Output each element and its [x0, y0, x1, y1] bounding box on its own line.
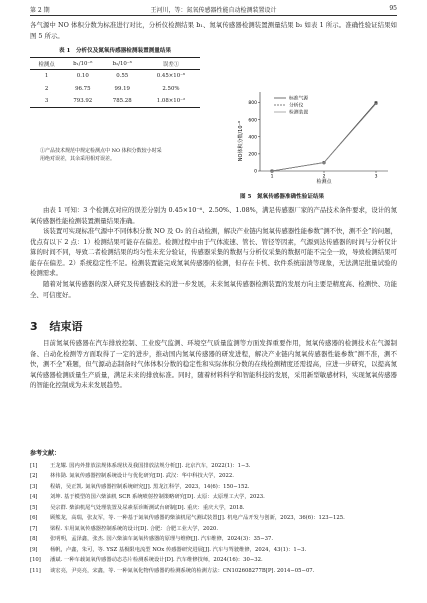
section-title: 结束语	[49, 320, 83, 333]
running-title: 王河川，等：氮氧传感器性能自动检测装置设计	[150, 7, 277, 14]
header-rule	[30, 15, 397, 16]
table1-note	[40, 148, 200, 163]
reference-number: [2]	[30, 473, 38, 479]
table1-header-cell: b₁/10⁻⁶	[63, 58, 102, 70]
table1-note-line: ①产品技术规范中规定检测点中 NO 体积分数较小时采	[40, 148, 162, 154]
list-item	[30, 471, 397, 482]
y-tick-label: 400	[248, 135, 257, 141]
table1-header-cell: b₂/10⁻⁶	[103, 58, 142, 70]
body-paragraph-1: 由表 1 可知：3 个检测点对应的误差分别为 0.45×10⁻⁶、2.50%、1.08%，满足传感器厂家的产品技术条件要求，设计的氮氧传感器性能检测装置测量结果准确。	[30, 206, 397, 225]
table1-cell: 0.10	[76, 73, 89, 80]
reference-number: [3]	[30, 483, 38, 490]
table1-cell: 1.08×10⁻²	[142, 95, 200, 108]
table1-cell: 96.75	[75, 85, 91, 92]
figure5-xlabel: 检测点	[316, 179, 332, 185]
list-item	[30, 503, 397, 514]
section-heading	[30, 318, 83, 334]
list-item	[30, 513, 397, 524]
table-row	[30, 70, 200, 83]
series-line	[272, 104, 376, 171]
reference-text: 杨帆，卢鑫，朱可，等. YSZ 基极限电流型 NOx 传感器研究进展[J]. 汽车与驾驶维修，2024，43(1)：1−3.	[50, 546, 307, 553]
references	[30, 449, 397, 576]
reference-text: 吴宗群. 柴油机尾气处理装置及尿素泵诊断测试台研制[D]. 重庆：重庆大学，2018.	[50, 504, 245, 511]
table1-note-line: 用绝对误差，其余采用相对误差。	[40, 155, 116, 162]
table1-cell: 99.19	[114, 85, 130, 92]
reference-text: 谈宏亮，尹亮亮，宋鑫，等. 一种氮氧化物传感器的检测系统的检测方法：CN102608277B[P]. 2014−05−07.	[50, 567, 315, 574]
legend-label: 分析仪	[289, 103, 304, 109]
x-tick-label: 3	[374, 174, 378, 180]
reference-number: [6]	[30, 515, 38, 521]
section-number: 3	[30, 320, 38, 333]
reference-number: [4]	[30, 494, 38, 500]
x-tick-label: 2	[322, 174, 326, 180]
body-paragraph-3: 随着对氮氧传感器的深入研究及传感器技术的进一步发展，未来氮氧传感器检测装置的发展方向主要是精度高、检测快、功能全、可信度好。	[30, 280, 397, 299]
intro-paragraph: 各气源中 NO 体积分数为标准进行对比，分析仪检测结果 b₁、氮氧传感器检测装置测量结果 b₂ 如表 1 所示。准确性验证结果如图 5 所示。	[30, 21, 397, 40]
table1-header-cell: 检测点	[30, 58, 63, 70]
section3-paragraph: 目前氮氧传感器在汽车排放控制、工业废气监测、环境空气质量监测等方面发挥重要作用，氮氧传感器的检测技术在气源制备、自动化检测等方面取得了一定的进步，推动国内氮氧传感器的研发进程，解决产业链内氮氧传感器性能参数“测不准，测不快，测不全”难题，但气源动态制备时气体体积分数的稳定性和实际体积分数的在线检测精度还需提高，应进一步研究，以提高氮氧传感器检测质量生产质量，满足未来的排放标准。同时，随着材料科学和智能科技的发展，采用新型敏感材料，实现氮氧传感器的智能化控制成为未来发展趋势。	[30, 339, 397, 389]
table1-cell: 0.45×10⁻⁶	[156, 73, 186, 80]
table1-caption: 表 1 分析仪及氮氧传感器检测装置测量结果	[58, 48, 172, 54]
table1-cell: 785.28	[103, 95, 142, 108]
reference-text: 张明明，孟泽鑫，张杰. 国六柴油车氮氧传感器的原理与维修[J]. 汽车维修，2024(3)：35−37.	[50, 536, 274, 542]
figure5-chart	[230, 86, 400, 186]
reference-text: 林伟勋. 氮氧传感器控制系统设计与优化研究[D]. 武汉：华中科技大学，2022.	[50, 473, 234, 479]
table1-header-cell: 误差①	[142, 58, 200, 70]
legend-label: 检测装置	[289, 110, 309, 116]
reference-text: 潘斌. 一种车载氮氧传感器动态芯片检测系统设计[D]. 汽车维修技师，2024(16)：30−32.	[50, 557, 263, 563]
references-title: 参考文献：	[30, 450, 61, 457]
reference-text: 刘坤. 基于模型的国六柴油机 SCR 系统喷射控制策略研究[D]. 太原：太原理工大学，2023.	[50, 494, 265, 500]
issue-label: 第 2 期	[30, 7, 50, 14]
page-number: 95	[389, 5, 397, 12]
reference-number: [1]	[30, 462, 38, 469]
reference-number: [8]	[30, 536, 38, 542]
reference-text: 梁程. 车用氮氧传感器控制系统的设计[D]. 合肥：合肥工业大学，2020.	[50, 525, 218, 532]
y-tick-label: 200	[248, 152, 257, 158]
list-item	[30, 482, 397, 493]
list-item	[30, 461, 397, 472]
figure5-caption: 图 5 氮氧传感器准确性验证结果	[240, 194, 325, 200]
reference-text: 顾熊龙，高瑞，张友军，等. 一种基于氮氧传感器的柴油机尾气测试装置[J]. 机电产品开发与创新，2023，36(6)：123−125.	[50, 515, 345, 521]
list-item	[30, 545, 397, 556]
table1-cell: 2	[44, 85, 49, 92]
table1-cell: 1	[44, 73, 49, 80]
reference-number: [5]	[30, 504, 38, 511]
reference-text: 程婧，吴正凯. 氮氧传感器控制系统研究[J]. 黑龙江科学，2023，14(6)：150−152.	[50, 483, 250, 490]
table1	[30, 57, 200, 108]
table1-cell: 2.50%	[162, 85, 180, 92]
reference-number: [9]	[30, 546, 38, 553]
list-item	[30, 555, 397, 566]
reference-number: [11]	[30, 567, 41, 574]
list-item	[30, 524, 397, 535]
list-item	[30, 534, 397, 545]
body-paragraph-2: 该装置可实现标准气源中不同体积分数 NO 及 O₂ 的自动检测，解决产业链内氮氧传感器性能参数“测不快，测不全”的问题，优点有以下 2 点：1）检测结果可能存在偏差。检测过程中由于气体流速、管长、管径等因素，气源到达传感器的时间与分析仪计算的时间不同，导致二者检测结果的均匀性未充分验证，传感器采集的数据与分析仪采集的数据可能不完全一致，导致检测结果可能存在偏差。2）系统稳定性不足。检测装置能完成氮氧传感器的检测，但存在卡机、软件系统崩溃等现象，无法满足批量试验的检测需求。	[30, 227, 397, 277]
figure5-ylabel: NO体积分数/10⁻⁶	[238, 120, 244, 162]
list-item	[30, 492, 397, 503]
list-item	[30, 566, 397, 577]
series-line	[272, 103, 376, 171]
y-tick-label: 800	[248, 101, 257, 107]
y-tick-label: 600	[248, 118, 257, 124]
reference-number: [10]	[30, 557, 41, 563]
table1-cell: 0.55	[116, 73, 129, 80]
legend-label: 标准气源	[289, 96, 309, 102]
y-tick-label: 0	[254, 169, 257, 175]
table-row	[30, 95, 200, 108]
series-line	[272, 103, 376, 171]
x-tick-label: 1	[270, 174, 274, 180]
table1-cell: 3	[30, 95, 63, 108]
reference-text: 王龙耀. 国内外排放法规体系现状及我国排放法规分析[J]. 北京汽车，2022(1)：1−3.	[50, 462, 251, 469]
reference-number: [7]	[30, 525, 38, 532]
table1-header-row	[30, 58, 200, 70]
table-row	[30, 82, 200, 94]
table1-cell: 793.92	[63, 95, 102, 108]
